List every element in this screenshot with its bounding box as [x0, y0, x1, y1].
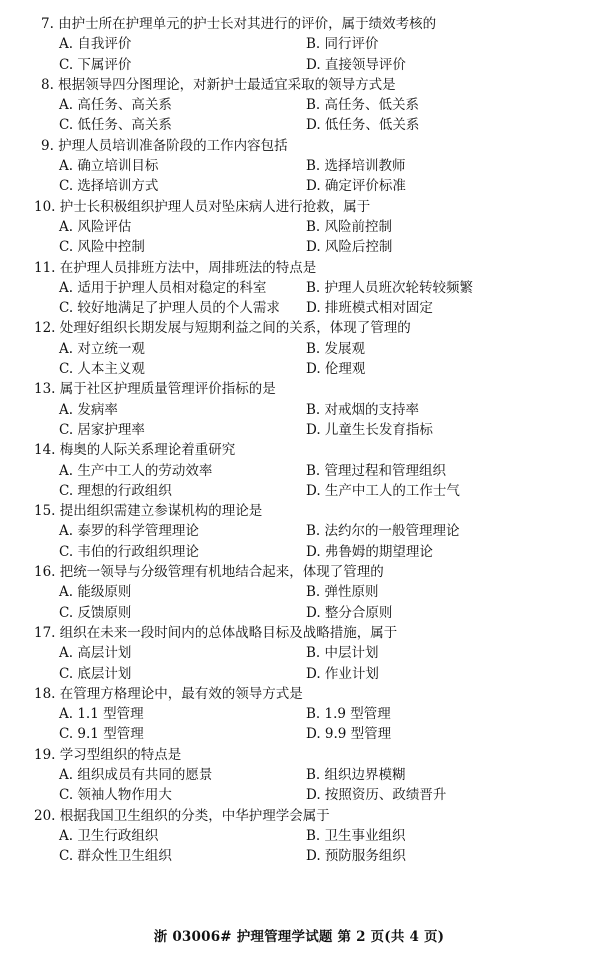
question-stem: 15. 提出组织需建立参谋机构的理论是	[34, 503, 263, 520]
question-item	[34, 745, 574, 806]
answer-option: C. 下属评价	[59, 56, 132, 73]
question-item	[34, 379, 574, 440]
question-item	[34, 562, 574, 623]
option-row	[34, 664, 574, 684]
option-row	[34, 643, 574, 663]
option-row	[34, 704, 574, 724]
option-row	[34, 176, 574, 196]
answer-option: D. 作业计划	[306, 665, 379, 682]
answer-option: A. 适用于护理人员相对稳定的科室	[59, 279, 267, 296]
option-row	[34, 846, 574, 866]
question-item	[34, 258, 574, 319]
option-row	[34, 542, 574, 562]
question-stem: 17. 组织在未来一段时间内的总体战略目标及战略措施，属于	[34, 624, 398, 641]
option-row	[34, 582, 574, 602]
answer-option: B. 弹性原则	[306, 584, 379, 601]
answer-option: D. 弗鲁姆的期望理论	[306, 543, 433, 560]
answer-option: D. 直接领导评价	[306, 56, 406, 73]
answer-option: B. 同行评价	[306, 36, 379, 53]
option-row	[34, 339, 574, 359]
question-stem: 16. 把统一领导与分级管理有机地结合起来，体现了管理的	[34, 564, 384, 581]
question-item	[34, 136, 574, 197]
answer-option: B. 组织边界模糊	[306, 766, 406, 783]
answer-option: B. 1.9 型管理	[306, 706, 391, 723]
answer-option: C. 低任务、高关系	[59, 117, 172, 134]
option-row	[34, 765, 574, 785]
answer-option: C. 反馈原则	[59, 604, 132, 621]
answer-option: D. 低任务、低关系	[306, 117, 420, 134]
question-item	[34, 623, 574, 684]
option-row	[34, 217, 574, 237]
answer-option: C. 人本主义观	[59, 361, 145, 378]
answer-option: A. 风险评估	[59, 218, 132, 235]
option-row	[34, 400, 574, 420]
question-stem: 8. 根据领导四分图理论，对新护士最适宜采取的领导方式是	[41, 76, 396, 93]
answer-option: A. 高任务、高关系	[59, 97, 172, 114]
page-footer: 浙 03006# 护理管理学试题 第 2 页(共 4 页)	[153, 929, 445, 945]
option-row	[34, 481, 574, 501]
option-row	[34, 55, 574, 75]
option-row	[34, 156, 574, 176]
answer-option: A. 确立培训目标	[59, 158, 159, 175]
answer-option: B. 管理过程和管理组织	[306, 462, 447, 479]
question-stem: 9. 护理人员培训准备阶段的工作内容包括	[41, 137, 288, 154]
answer-option: C. 领袖人物作用大	[59, 787, 172, 804]
question-stem: 14. 梅奥的人际关系理论着重研究	[34, 442, 236, 459]
answer-option: C. 底层计划	[59, 665, 132, 682]
answer-option: C. 群众性卫生组织	[59, 848, 172, 865]
option-row	[34, 521, 574, 541]
question-item	[34, 501, 574, 562]
question-item	[34, 440, 574, 501]
answer-option: C. 韦伯的行政组织理论	[59, 543, 199, 560]
answer-option: C. 选择培训方式	[59, 178, 159, 195]
option-row	[34, 603, 574, 623]
answer-option: A. 泰罗的科学管理理论	[59, 523, 199, 540]
question-stem: 12. 处理好组织长期发展与短期利益之间的关系，体现了管理的	[34, 320, 411, 337]
answer-option: B. 发展观	[306, 340, 366, 357]
option-row	[34, 826, 574, 846]
option-row	[34, 461, 574, 481]
answer-option: A. 高层计划	[59, 645, 132, 662]
question-stem: 20. 根据我国卫生组织的分类，中华护理学会属于	[34, 807, 330, 824]
answer-option: C. 理想的行政组织	[59, 482, 172, 499]
question-item	[34, 14, 574, 75]
answer-option: B. 风险前控制	[306, 218, 393, 235]
answer-option: B. 法约尔的一般管理理论	[306, 523, 460, 540]
option-row	[34, 359, 574, 379]
answer-option: D. 预防服务组织	[306, 848, 406, 865]
answer-option: A. 自我评价	[59, 36, 132, 53]
answer-option: C. 风险中控制	[59, 239, 145, 256]
answer-option: D. 整分合原则	[306, 604, 393, 621]
option-row	[34, 278, 574, 298]
option-row	[34, 115, 574, 135]
answer-option: B. 卫生事业组织	[306, 827, 406, 844]
answer-option: A. 卫生行政组织	[59, 827, 159, 844]
question-item	[34, 318, 574, 379]
answer-option: A. 组织成员有共同的愿景	[59, 766, 213, 783]
question-list	[34, 14, 574, 866]
question-item	[34, 75, 574, 136]
question-item	[34, 806, 574, 867]
answer-option: A. 1.1 型管理	[59, 706, 144, 723]
option-row	[34, 785, 574, 805]
option-row	[34, 724, 574, 744]
answer-option: B. 护理人员班次轮转较频繁	[306, 279, 474, 296]
option-row	[34, 237, 574, 257]
question-stem: 18. 在管理方格理论中，最有效的领导方式是	[34, 685, 303, 702]
option-row	[34, 95, 574, 115]
option-row	[34, 34, 574, 54]
answer-option: D. 儿童生长发育指标	[306, 421, 433, 438]
answer-option: C. 居家护理率	[59, 421, 145, 438]
answer-option: D. 风险后控制	[306, 239, 393, 256]
question-item	[34, 197, 574, 258]
answer-option: B. 高任务、低关系	[306, 97, 420, 114]
answer-option: D. 确定评价标准	[306, 178, 406, 195]
answer-option: B. 选择培训教师	[306, 158, 406, 175]
answer-option: D. 伦理观	[306, 361, 366, 378]
answer-option: D. 按照资历、政绩晋升	[306, 787, 447, 804]
question-item	[34, 684, 574, 745]
question-stem: 11. 在护理人员排班方法中，周排班法的特点是	[34, 259, 317, 276]
answer-option: A. 发病率	[59, 401, 118, 418]
answer-option: B. 对戒烟的支持率	[306, 401, 420, 418]
question-stem: 19. 学习型组织的特点是	[34, 746, 182, 763]
question-stem: 13. 属于社区护理质量管理评价指标的是	[34, 381, 276, 398]
answer-option: A. 生产中工人的劳动效率	[59, 462, 213, 479]
answer-option: D. 生产中工人的工作士气	[306, 482, 460, 499]
question-stem: 10. 护士长积极组织护理人员对坠床病人进行抢救，属于	[34, 198, 371, 215]
answer-option: C. 较好地满足了护理人员的个人需求	[59, 300, 280, 317]
answer-option: B. 中层计划	[306, 645, 379, 662]
option-row	[34, 420, 574, 440]
answer-option: A. 能级原则	[59, 584, 132, 601]
answer-option: D. 排班模式相对固定	[306, 300, 433, 317]
answer-option: C. 9.1 型管理	[59, 726, 144, 743]
question-stem: 7. 由护士所在护理单元的护士长对其进行的评价，属于绩效考核的	[41, 16, 437, 32]
answer-option: A. 对立统一观	[59, 340, 145, 357]
option-row	[34, 298, 574, 318]
answer-option: D. 9.9 型管理	[306, 726, 392, 743]
